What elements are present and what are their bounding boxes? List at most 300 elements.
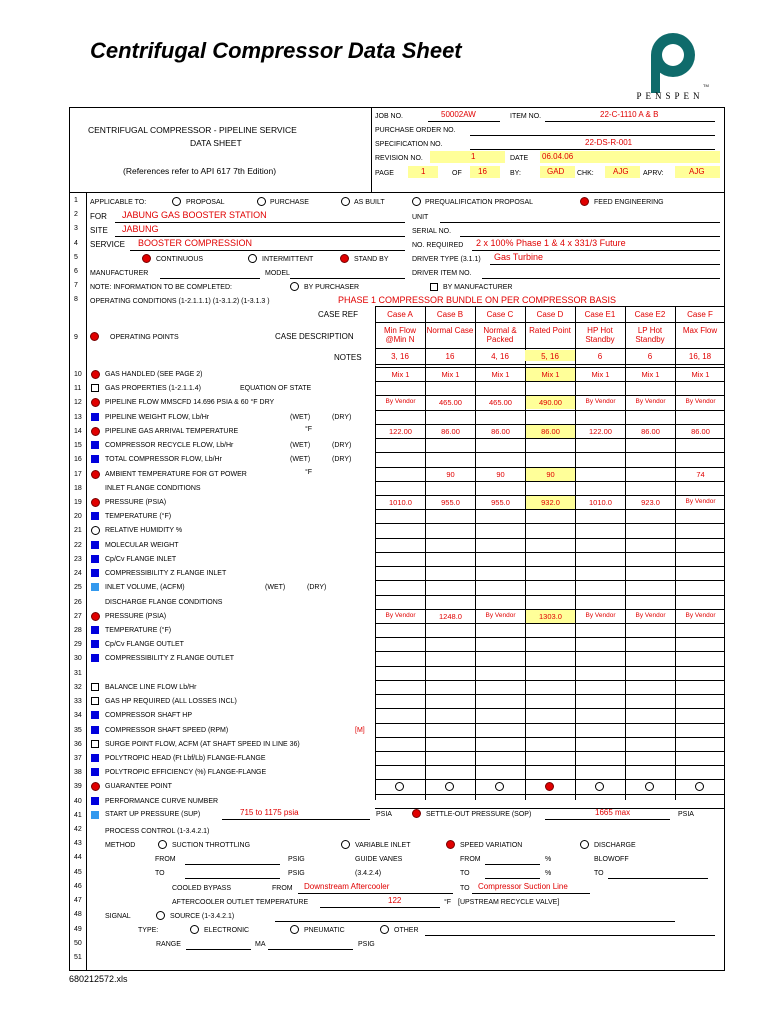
manufacturer-label: MANUFACTURER	[90, 270, 149, 277]
chk-value: AJG	[613, 167, 629, 176]
spec-value: 22-DS-R-001	[585, 138, 633, 147]
line10-case-value: Mix 1	[691, 370, 710, 379]
line14-unit: °F	[305, 425, 313, 433]
source-label: SOURCE (1-3.4.2.1)	[170, 913, 235, 920]
line12-case-value: By Vendor	[685, 398, 716, 406]
spec-label: SPECIFICATION NO.	[375, 141, 443, 148]
line-number: 13	[74, 413, 82, 421]
case-notes: 16	[445, 352, 455, 361]
line17-label: AMBIENT TEMPERATURE FOR GT POWER	[105, 470, 247, 478]
range-psig: PSIG	[358, 941, 375, 948]
line25-wet: (WET)	[265, 584, 286, 592]
line-number: 49	[74, 925, 82, 933]
line19-case-value: 955.0	[491, 497, 510, 507]
line12-label: PIPELINE FLOW MMSCFD 14.696 PSIA & 60 °F DRY	[105, 399, 275, 407]
line40-label: PERFORMANCE CURVE NUMBER	[105, 797, 219, 805]
line17-case-value: 90	[496, 469, 505, 479]
driver-item-label: DRIVER ITEM NO.	[412, 270, 472, 277]
continuous-radio[interactable]	[142, 254, 151, 263]
line13-wet: (WET)	[290, 413, 311, 421]
speed-to-pct: %	[545, 870, 552, 877]
startup-pressure-label: START UP PRESSURE (SUP)	[105, 811, 201, 818]
line30-label: COMPRESSIBILITY Z FLANGE OUTLET	[105, 655, 235, 663]
case-description: Min Flow @Min N	[383, 326, 416, 345]
line-number: 21	[74, 527, 82, 535]
line17-case-value: 90	[526, 468, 575, 481]
line24-marker	[91, 569, 99, 577]
line38-label: POLYTROPIC EFFICIENCY (%) FLANGE-FLANGE	[105, 769, 267, 777]
line16-marker	[91, 455, 99, 463]
line-number: 15	[74, 442, 82, 450]
line34-label: COMPRESSOR SHAFT HP	[105, 712, 192, 720]
line-number: 2	[74, 211, 78, 219]
line17-case-value	[376, 468, 425, 481]
feed-engineering-radio[interactable]	[580, 197, 589, 206]
guide-vanes-ref: (3.4.2.4)	[355, 870, 382, 877]
throttle-to-psig: PSIG	[288, 870, 305, 877]
line23-label: Cp/Cv FLANGE INLET	[105, 555, 177, 563]
method-label: METHOD	[105, 842, 136, 849]
line14-case-value: 86.00	[526, 425, 575, 438]
line32-label: BALANCE LINE FLOW Lb/Hr	[105, 683, 197, 691]
line19-case-value: 955.0	[441, 497, 460, 507]
line-number: 31	[74, 669, 82, 677]
chk-label: CHK:	[577, 170, 594, 177]
line35-label: COMPRESSOR SHAFT SPEED (RPM)	[105, 726, 229, 734]
header-line1: CENTRIFUGAL COMPRESSOR - PIPELINE SERVICE	[88, 125, 297, 135]
line-number: 45	[74, 868, 82, 876]
line19-case-value: 923.0	[641, 497, 660, 507]
case-ref: Case C	[486, 310, 514, 319]
line15-wet: (WET)	[290, 442, 311, 450]
line29-label: Cp/Cv FLANGE OUTLET	[105, 641, 184, 649]
case-description: HP Hot Standby	[585, 326, 615, 345]
case-notes: 6	[597, 352, 603, 361]
line10-case-value: Mix 1	[491, 370, 510, 379]
settle-out-radio[interactable]	[412, 809, 421, 818]
line-number: 34	[74, 712, 82, 720]
line22-label: MOLECULAR WEIGHT	[105, 541, 179, 549]
discharge-radio[interactable]	[580, 840, 589, 849]
line-number: 27	[74, 612, 82, 620]
for-value: JABUNG GAS BOOSTER STATION	[122, 210, 267, 220]
line28-label: TEMPERATURE (°F)	[105, 626, 172, 634]
by-value: GAD	[547, 167, 565, 176]
line-number: 29	[74, 641, 82, 649]
case-description: LP Hot Standby	[635, 326, 665, 345]
line40-marker	[91, 797, 99, 805]
line37-label: POLYTROPIC HEAD (Ft Lbf/Lb) FLANGE-FLANGE	[105, 754, 266, 762]
line28-marker	[91, 626, 99, 634]
case-ref: Case D	[536, 310, 564, 319]
unit-label: UNIT	[412, 214, 429, 221]
pneumatic-label: PNEUMATIC	[304, 927, 345, 934]
cooled-bypass-to-value: Compressor Suction Line	[478, 882, 568, 891]
service-value: BOOSTER COMPRESSION	[138, 238, 253, 248]
variable-inlet-radio[interactable]	[341, 840, 350, 849]
throttle-from-psig: PSIG	[288, 856, 305, 863]
line26-label: DISCHARGE FLANGE CONDITIONS	[105, 598, 223, 606]
line12-case-value: 465.00	[489, 398, 512, 408]
line29-marker	[91, 640, 99, 648]
line35-marker	[91, 726, 99, 734]
line10-case-value: Mix 1	[391, 370, 410, 379]
line25-label: INLET VOLUME, (ACFM)	[105, 584, 185, 592]
line13-label: PIPELINE WEIGHT FLOW, Lb/Hr	[105, 413, 210, 421]
no-required-label: NO. REQUIRED	[412, 242, 464, 249]
line41-marker	[91, 811, 99, 819]
cooled-bypass-from-value: Downstream Aftercooler	[304, 882, 390, 891]
line-number: 50	[74, 939, 82, 947]
line14-marker[interactable]	[91, 427, 100, 436]
line19-marker[interactable]	[91, 498, 100, 507]
prequalification-radio[interactable]	[412, 197, 421, 206]
line27-case-value: By Vendor	[585, 611, 616, 619]
line20-marker	[91, 512, 99, 520]
aftercooler-temp-label: AFTERCOOLER OUTLET TEMPERATURE	[172, 899, 309, 906]
speed-to-label: TO	[460, 870, 470, 877]
line33-label: GAS HP REQUIRED (ALL LOSSES INCL)	[105, 698, 237, 706]
line34-marker	[91, 711, 99, 719]
cooled-bypass-to: TO	[460, 885, 470, 892]
line10-case-value: Mix 1	[441, 370, 460, 379]
line-number: 22	[74, 541, 82, 549]
case-notes: 16, 18	[688, 352, 712, 361]
serial-no-label: SERIAL NO.	[412, 228, 452, 235]
line12-case-value: By Vendor	[585, 398, 616, 406]
line19-case-value: 1010.0	[389, 497, 412, 507]
as-built-label: AS BUILT	[354, 199, 385, 206]
line19-case-value: 1010.0	[589, 497, 612, 507]
service-label: SERVICE	[90, 240, 125, 249]
line21-label: RELATIVE HUMIDITY %	[105, 527, 183, 535]
line-number: 19	[74, 498, 82, 506]
line17-marker[interactable]	[91, 470, 100, 479]
case-notes: 3, 16	[391, 352, 409, 361]
line-number: 33	[74, 698, 82, 706]
line12-case-value: By Vendor	[385, 398, 416, 406]
driver-type-value: Gas Turbine	[494, 252, 544, 262]
proposal-radio[interactable]	[172, 197, 181, 206]
line35-mark: [M]	[355, 726, 365, 734]
continuous-label: CONTINUOUS	[156, 256, 204, 263]
line38-marker	[91, 768, 99, 776]
line-number: 28	[74, 626, 82, 634]
line-number: 47	[74, 897, 82, 905]
line33-marker	[91, 697, 99, 705]
site-label: SITE	[90, 226, 108, 235]
line27-marker[interactable]	[91, 612, 100, 621]
type-label: TYPE:	[138, 927, 159, 934]
settle-out-label: SETTLE-OUT PRESSURE (SOP)	[426, 811, 532, 818]
aftercooler-temp-value: 122	[388, 896, 402, 905]
footer-filename: 680212572.xls	[69, 974, 128, 984]
line17-case-value: 74	[696, 469, 705, 479]
page-label: PAGE	[375, 170, 394, 177]
line27-case-value: By Vendor	[485, 611, 516, 619]
line27-case-value: By Vendor	[685, 611, 716, 619]
driver-type-label: DRIVER TYPE (3.1.1)	[412, 256, 481, 263]
line11-marker	[91, 384, 99, 392]
case-notes: 6	[647, 352, 653, 361]
electronic-radio[interactable]	[190, 925, 199, 934]
operating-points-radio[interactable]	[90, 332, 99, 341]
aprv-value: AJG	[689, 167, 705, 176]
line30-marker	[91, 654, 99, 662]
line16-dry: (DRY)	[332, 456, 352, 464]
line16-wet: (WET)	[290, 456, 311, 464]
speed-variation-label: SPEED VARIATION	[460, 842, 523, 849]
logo-wordmark: PENSPEN	[636, 91, 704, 101]
applicable-to-label: APPLICABLE TO:	[90, 199, 147, 206]
line-number: 35	[74, 726, 82, 734]
note-label: NOTE: INFORMATION TO BE COMPLETED:	[90, 284, 232, 291]
stand-by-radio[interactable]	[340, 254, 349, 263]
line20-label: TEMPERATURE (°F)	[105, 513, 172, 521]
line-number: 41	[74, 811, 82, 819]
by-purchaser-label: BY PURCHASER	[304, 284, 360, 291]
line27-case-value: By Vendor	[385, 611, 416, 619]
of-value: 16	[478, 167, 487, 176]
line-number: 38	[74, 769, 82, 777]
throttle-from-label: FROM	[155, 856, 176, 863]
prequalification-label: PREQUALIFICATION PROPOSAL	[425, 199, 534, 206]
date-label: DATE	[510, 155, 529, 162]
line12-case-value: By Vendor	[635, 398, 666, 406]
line19-case-value: 932.0	[526, 496, 575, 509]
notes-label: NOTES	[334, 353, 362, 362]
line37-marker	[91, 754, 99, 762]
line-number: 37	[74, 754, 82, 762]
range-label: RANGE	[156, 941, 181, 948]
line-number: 26	[74, 598, 82, 606]
line-number: 7	[74, 282, 78, 290]
line10-marker[interactable]	[91, 370, 100, 379]
page-title: Centrifugal Compressor Data Sheet	[90, 38, 462, 63]
header-line3: (References refer to API 617 7th Edition)	[123, 166, 277, 176]
line-number: 10	[74, 371, 82, 378]
operating-conditions-label: OPERATING CONDITIONS (1-2.1.1.1) (1-3.1.2) (1-3.1.3 )	[90, 298, 270, 305]
electronic-label: ELECTRONIC	[204, 927, 250, 934]
line17-case-value	[626, 468, 675, 481]
line-number: 42	[74, 826, 82, 834]
line-number: 24	[74, 570, 82, 578]
line15-marker	[91, 441, 99, 449]
line-number: 18	[74, 484, 82, 492]
case-ref: Case B	[436, 310, 464, 319]
line-number: 40	[74, 797, 82, 805]
job-no-value: 50002AW	[441, 110, 476, 119]
case-ref-label: CASE REF	[318, 310, 359, 319]
startup-pressure-value: 715 to 1175 psia	[240, 808, 299, 817]
proposal-label: PROPOSAL	[186, 199, 225, 206]
by-manufacturer-checkbox[interactable]	[430, 283, 438, 291]
line17-unit: °F	[305, 468, 313, 476]
case-description: Rated Point	[529, 326, 571, 335]
line14-label: PIPELINE GAS ARRIVAL TEMPERATURE	[105, 427, 239, 435]
line17-case-value: 90	[446, 469, 455, 479]
cooled-bypass-label: COOLED BYPASS	[172, 885, 232, 892]
by-label: BY:	[510, 170, 521, 177]
line-number: 46	[74, 882, 82, 890]
case-description: Max Flow	[682, 326, 718, 335]
discharge-label: DISCHARGE	[594, 842, 636, 849]
process-control-label: PROCESS CONTROL (1-3.4.2.1)	[105, 828, 210, 835]
line15-dry: (DRY)	[332, 442, 352, 450]
line27-case-value: 1303.0	[526, 610, 575, 623]
line36-label: SURGE POINT FLOW, ACFM (AT SHAFT SPEED IN LINE 36)	[105, 740, 300, 748]
line14-case-value: 122.00	[389, 426, 412, 436]
line25-marker	[91, 583, 99, 591]
suction-throttling-radio[interactable]	[158, 840, 167, 849]
line-number: 51	[74, 954, 82, 962]
speed-variation-radio[interactable]	[446, 840, 455, 849]
intermittent-label: INTERMITTENT	[262, 256, 314, 263]
line19-label: PRESSURE (PSIA)	[105, 498, 167, 506]
case-notes: 4, 16	[491, 352, 509, 361]
line18-label: INLET FLANGE CONDITIONS	[105, 484, 201, 492]
intermittent-radio[interactable]	[248, 254, 257, 263]
case-ref: Case E2	[634, 310, 666, 319]
line14-case-value: 122.00	[589, 426, 612, 436]
rev-label: REVISION NO.	[375, 155, 423, 162]
line-number: 16	[74, 456, 82, 464]
other-label: OTHER	[394, 927, 419, 934]
page-value: 1	[421, 167, 426, 176]
line22-marker	[91, 541, 99, 549]
settle-out-value: 1665 max	[595, 808, 631, 817]
case-ref: Case E1	[584, 310, 616, 319]
by-manufacturer-label: BY MANUFACTURER	[443, 284, 513, 291]
case-ref: Case F	[687, 310, 713, 319]
line10-case-value: Mix 1	[591, 370, 610, 379]
line-number: 17	[74, 470, 82, 478]
line-number: 44	[74, 854, 82, 862]
cooled-bypass-from: FROM	[272, 885, 293, 892]
line11-label: GAS PROPERTIES (1-2.1.1.4)	[105, 385, 201, 393]
of-label: OF	[452, 170, 462, 177]
settle-out-unit: PSIA	[678, 811, 694, 818]
line-number: 25	[74, 584, 82, 592]
line-number: 43	[74, 840, 82, 848]
line-number: 48	[74, 911, 82, 919]
no-required-value: 2 x 100% Phase 1 & 4 x 331/3 Future	[476, 238, 626, 248]
aftercooler-temp-note: [UPSTREAM RECYCLE VALVE]	[458, 899, 560, 906]
line27-label: PRESSURE (PSIA)	[105, 612, 167, 620]
job-no-label: JOB NO.	[375, 113, 404, 120]
line12-case-value: 490.00	[526, 396, 575, 409]
line-number: 5	[74, 253, 78, 261]
operating-points-label: OPERATING POINTS	[110, 334, 179, 341]
range-ma: MA	[255, 941, 266, 948]
purchase-label: PURCHASE	[270, 199, 309, 206]
line-number: 14	[74, 427, 82, 435]
penspen-logo-icon	[625, 25, 715, 95]
line10-case-value: Mix 1	[641, 370, 660, 379]
line-number: 3	[74, 225, 78, 233]
case-description: Normal & Packed	[483, 326, 517, 345]
line14-case-value: 86.00	[491, 426, 510, 436]
line13-marker	[91, 413, 99, 421]
logo-tm: TM	[703, 83, 709, 88]
by-purchaser-radio[interactable]	[290, 282, 299, 291]
header-line2: DATA SHEET	[190, 138, 242, 148]
blowoff-to-label: TO	[594, 870, 604, 877]
line-number: 1	[74, 197, 78, 204]
line-number: 11	[74, 385, 82, 393]
line12-case-value: 465.00	[439, 398, 462, 408]
throttle-to-label: TO	[155, 870, 165, 877]
line27-case-value: 1248.0	[439, 611, 462, 621]
item-no-label: ITEM NO.	[510, 113, 542, 120]
line17-case-value	[576, 468, 625, 481]
speed-from-pct: %	[545, 856, 552, 863]
item-no-value: 22-C-1110 A & B	[600, 110, 659, 119]
startup-pressure-unit: PSIA	[376, 811, 392, 818]
case-ref: Case A	[387, 310, 413, 319]
line25-dry: (DRY)	[307, 584, 327, 592]
signal-label: SIGNAL	[105, 913, 131, 920]
line11-extra: EQUATION OF STATE	[240, 385, 312, 393]
line19-case-value: By Vendor	[685, 497, 716, 505]
line15-label: COMPRESSOR RECYCLE FLOW, Lb/Hr	[105, 442, 234, 450]
line-number: 9	[74, 334, 78, 341]
case-description-label: CASE DESCRIPTION	[275, 332, 354, 341]
source-radio[interactable]	[156, 911, 165, 920]
line23-marker	[91, 555, 99, 563]
line-number: 23	[74, 555, 82, 563]
line-number: 30	[74, 655, 82, 663]
line-number: 36	[74, 740, 82, 748]
line14-case-value: 86.00	[691, 426, 710, 436]
date-value: 06.04.06	[542, 152, 574, 161]
line14-case-value: 86.00	[641, 426, 660, 436]
case-description: Normal Case	[426, 326, 474, 335]
line-number: 6	[74, 268, 78, 275]
variable-inlet-label: VARIABLE INLET	[355, 842, 411, 849]
aprv-label: APRV:	[643, 170, 664, 177]
model-label: MODEL	[265, 270, 290, 277]
site-value: JABUNG	[122, 224, 159, 234]
line-number: 12	[74, 399, 82, 407]
feed-engineering-label: FEED ENGINEERING	[594, 199, 664, 206]
line13-dry: (DRY)	[332, 413, 352, 421]
line39-label: GUARANTEE POINT	[105, 783, 172, 791]
line27-case-value: By Vendor	[635, 611, 666, 619]
line32-marker	[91, 683, 99, 691]
for-label: FOR	[90, 212, 107, 221]
as-built-radio[interactable]	[341, 197, 350, 206]
line36-marker	[91, 740, 99, 748]
rev-value: 1	[471, 152, 476, 161]
aftercooler-temp-unit: °F	[444, 899, 452, 906]
line24-label: COMPRESSIBILITY Z FLANGE INLET	[105, 570, 227, 578]
line14-case-value: 86.00	[441, 426, 460, 436]
line10-case-value: Mix 1	[526, 368, 575, 381]
line-number: 20	[74, 513, 82, 521]
other-radio[interactable]	[380, 925, 389, 934]
line16-label: TOTAL COMPRESSOR FLOW, Lb/Hr	[105, 456, 222, 464]
line-number: 39	[74, 783, 82, 791]
penspen-logo	[625, 25, 715, 110]
purchase-radio[interactable]	[257, 197, 266, 206]
line-number: 4	[74, 239, 78, 247]
suction-throttling-label: SUCTION THROTTLING	[172, 842, 251, 849]
pneumatic-radio[interactable]	[290, 925, 299, 934]
case-notes: 5, 16	[525, 350, 575, 361]
line-number: 8	[74, 296, 78, 304]
po-label: PURCHASE ORDER NO.	[375, 127, 456, 134]
